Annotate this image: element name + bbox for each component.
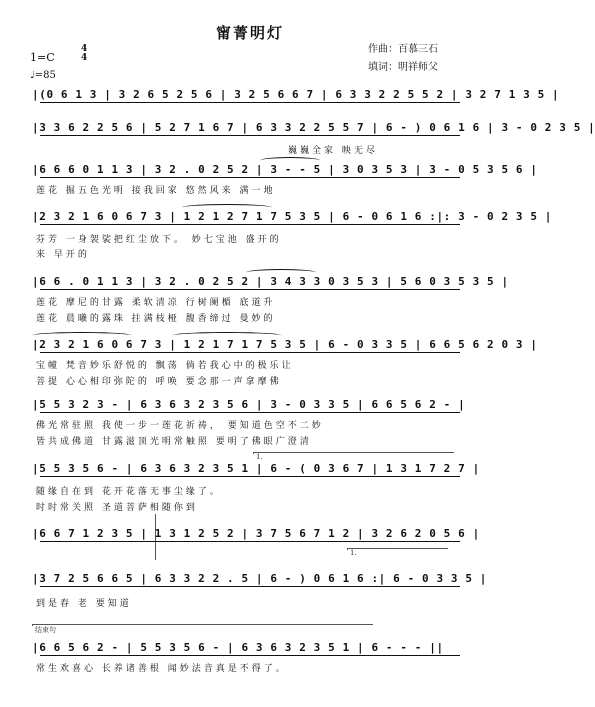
staff-row-5 bbox=[32, 275, 509, 335]
beam-line bbox=[40, 586, 460, 587]
lyric-line: 莲花 掘五色光明 接我回家 悠然风来 满一地 bbox=[36, 186, 276, 196]
beam-line bbox=[40, 541, 460, 542]
time-signature-bottom: 4 bbox=[81, 53, 88, 63]
beam-line bbox=[40, 352, 460, 353]
coda-bracket bbox=[32, 624, 373, 626]
time-signature bbox=[81, 45, 87, 63]
beam-line bbox=[40, 655, 460, 656]
notes: |3 7 2 5 6 6 5 | 6 3 3 2 2 . 5 | 6 - ) 0 6 1 6 :| 6 - 0 3 3 5 | bbox=[32, 572, 488, 585]
lyric-line: 时时常关照 圣道菩萨相随你到 bbox=[36, 503, 198, 513]
lyric-line: 菩提 心心相印弥陀的 呼唤 要念那一声拿摩佛 bbox=[36, 377, 282, 387]
lyric-line: 来 早开的 bbox=[36, 250, 90, 260]
beam-line bbox=[40, 102, 460, 103]
lyric-line: 到是春 老 要知道 bbox=[36, 599, 132, 609]
lyric-line: 佛光常驻照 我使一步一莲花祈祷， 要知道色空不二妙 bbox=[36, 421, 324, 431]
lyric-line: 皆共成佛道 甘露滋顶光明常触照 要明了佛眼广澄清 bbox=[36, 437, 312, 447]
beam-line bbox=[40, 476, 460, 477]
first-ending-bracket bbox=[253, 452, 454, 454]
tempo-mark: ♩=85 bbox=[30, 70, 56, 81]
lyric-line: 芬芳 一身袈裟把红尘放下。 妙七宝池 盛开的 bbox=[36, 235, 282, 245]
staff-row-10 bbox=[32, 572, 487, 632]
lyric-line: 常生欢喜心 长养诸善根 闻妙法音真是不得了。 bbox=[36, 664, 288, 674]
beam-line bbox=[40, 289, 460, 290]
coda-label: 结束句 bbox=[35, 626, 56, 634]
time-signature-top: 4 bbox=[81, 44, 88, 54]
staff-row-8 bbox=[32, 462, 487, 522]
first-ending-label: 1. bbox=[256, 453, 263, 461]
notes: |5 5 3 2 3 - | 6 3 6 3 2 3 5 6 | 3 - 0 3 3 5 | 6 6 5 6 2 - | bbox=[32, 398, 466, 411]
lyric-line: 巍巍全家 映无尽 bbox=[288, 146, 378, 156]
staff-row-6 bbox=[32, 338, 538, 398]
notes: |(0 6 1 3 | 3 2 6 5 2 5 6 | 3 2 5 6 6 7 | 6 3 3 2 2 5 5 2 | 3 2 7 1 3 5 | bbox=[32, 88, 560, 101]
staff-row-11 bbox=[32, 641, 487, 701]
notes: |6 6 . 0 1 1 3 | 3 2 . 0 2 5 2 | 3 4 3 3 0 3 5 3 | 5 6 0 3 5 3 5 | bbox=[32, 275, 509, 288]
beam-line bbox=[40, 412, 460, 413]
notes: |2 3 2 1 6 0 6 7 3 | 1 2 1 7 1 7 5 3 5 | 6 - 0 3 3 5 | 6 6 5 6 2 0 3 | bbox=[32, 338, 538, 351]
lyric-line: 莲花 摩尼的甘露 柔软清凉 行树阑楯 底道升 bbox=[36, 298, 276, 308]
notes: |2 3 2 1 6 0 6 7 3 | 1 2 1 2 7 1 7 5 3 5 | 6 - 0 6 1 6 :|: 3 - 0 2 3 5 | bbox=[32, 210, 553, 223]
beam-line bbox=[40, 224, 460, 225]
staff-row-7 bbox=[32, 398, 487, 458]
beam-line bbox=[40, 177, 460, 178]
staff-row-4 bbox=[32, 210, 553, 270]
notes: |6 6 6 0 1 1 3 | 3 2 . 0 2 5 2 | 3 - - 5 | 3 0 3 5 3 | 3 - 0 5 3 5 6 | bbox=[32, 163, 538, 176]
notes: |5 5 3 5 6 - | 6 3 6 3 2 3 5 1 | 6 - ( 0 3 6 7 | 1 3 1 7 2 7 | bbox=[32, 462, 480, 475]
lyric-line: 宝幢 梵音妙乐舒悦的 飘荡 倘若我心中的极乐让 bbox=[36, 361, 294, 371]
key-signature: 1=C bbox=[30, 51, 55, 64]
lyric-line: 莲花 晨曦的露珠 拄满枝桠 馥香缔过 曼妙的 bbox=[36, 314, 276, 324]
lyric-line: 随缘自在到 花开花落无事尘缘了。 bbox=[36, 487, 222, 497]
notes: |3 3 6 2 2 5 6 | 5 2 7 1 6 7 | 6 3 3 2 2 5 5 7 | 6 - ) 0 6 1 6 | 3 - 0 2 3 5 | bbox=[32, 121, 595, 134]
second-ending-label: 1. bbox=[350, 549, 357, 557]
notes: |6 6 7 1 2 3 5 | 1 3 1 2 5 2 | 3 7 5 6 7 1 2 | 3 2 6 2 0 5 6 | bbox=[32, 527, 480, 540]
song-title: 甯菁明灯 bbox=[215, 24, 284, 42]
composer-credit: 作曲：百慕三石 bbox=[368, 44, 438, 55]
lyricist-credit: 填词：明祥师父 bbox=[368, 62, 438, 73]
notes: |6 6 5 6 2 - | 5 5 3 5 6 - | 6 3 6 3 2 3 5 1 | 6 - - - || bbox=[32, 641, 444, 654]
beam-line bbox=[40, 135, 460, 136]
